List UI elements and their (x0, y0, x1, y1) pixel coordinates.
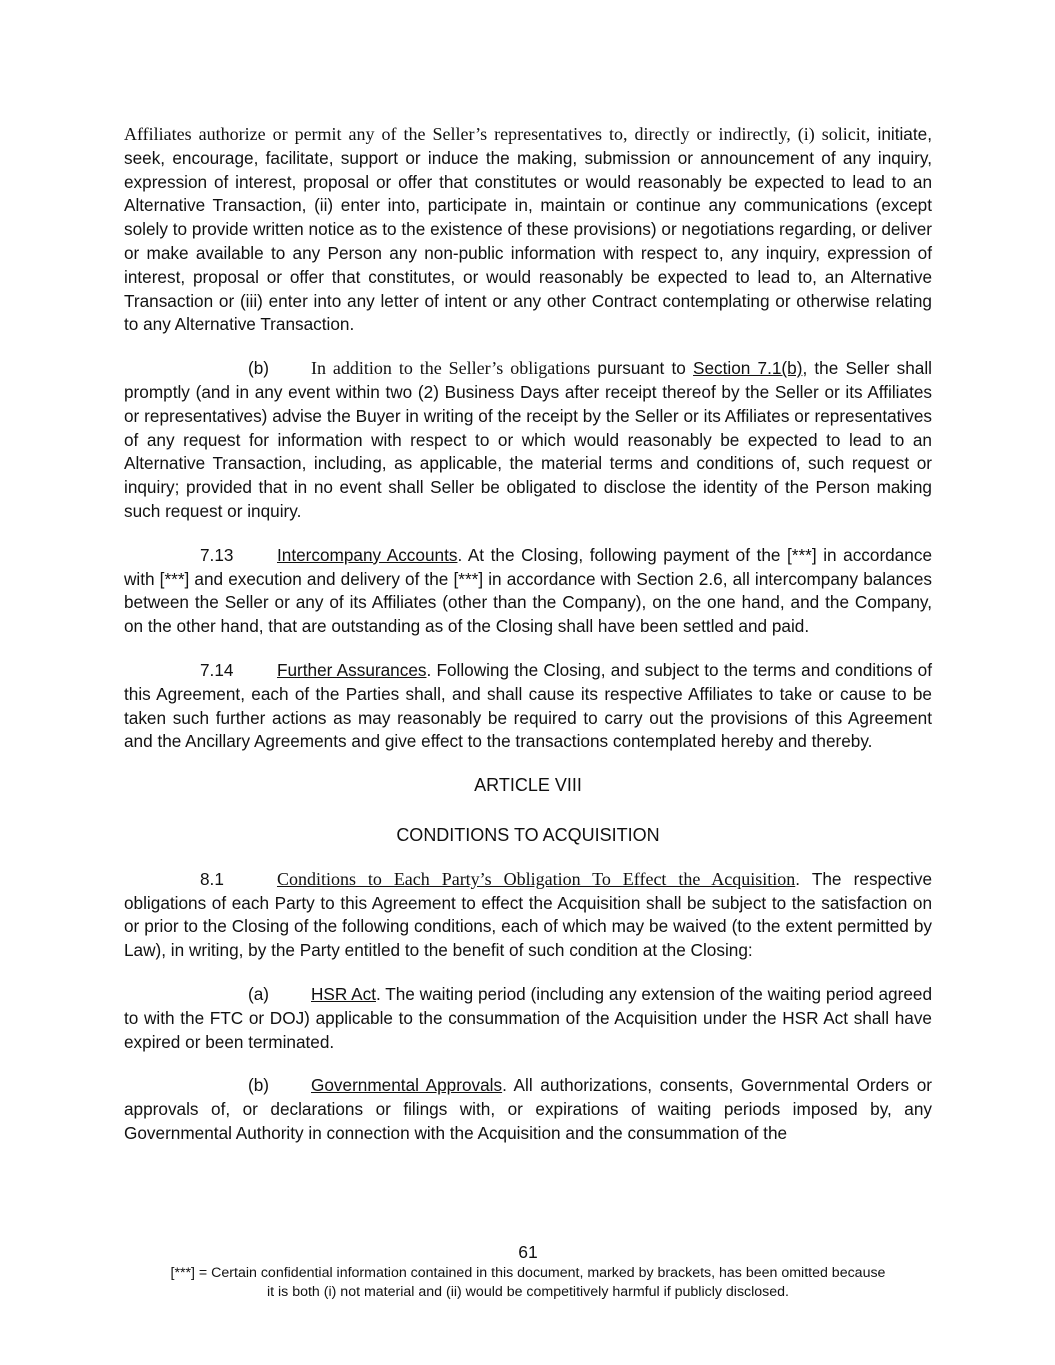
section-text: . The respective obligations of each Party to this Agreement to effect the Acquisition shall be subject to the satisfaction on or prior to the Closing of the following conditions, each of which may be waived (to the extent permitted by Law), in writing, by the Party entitled to the benefit of such condition at the Closing: (124, 868, 932, 961)
paragraph-7-12-b (124, 357, 932, 524)
section-title: Intercompany Accounts (277, 544, 458, 565)
clause-text: . The waiting period (including any extension of the waiting period agreed to with the FTC or DOJ) applicable to the consummation of the Acquisition under the HSR Act shall have expired or been terminated. (124, 983, 933, 1052)
clause-title: HSR Act (311, 983, 376, 1004)
paragraph-text: initiate, seek, encourage, facilitate, support or induce the making, submission or announcement of any inquiry, expression of interest, proposal or offer that constitutes or would reasonably be expected to lead to an Alternative Transaction, (ii) enter into, participate in, maintain or continue any communications (except solely to provide written notice as to the existence of these provisions) or negotiations regarding, or deliver or make available to any Person any non-public information with respect to, any inquiry, expression of interest, proposal or offer that constitutes, or would reasonably be expected to lead to, an Alternative Transaction or (iii) enter into any letter of intent or any other Contract contemplating or otherwise relating to any Alternative Transaction. (124, 124, 932, 335)
clause-title: Governmental Approvals (311, 1075, 503, 1096)
document-body (124, 123, 932, 1146)
page-number: 61 (518, 1242, 538, 1262)
section-title: Conditions to Each Party’s Obligation To Effect the Acquisition (277, 868, 796, 889)
section-text: . At the Closing, following payment of the [***] in accordance with [***] and execution and delivery of the [***] in accordance with Section 2.6, all intercompany balances between the Seller or any of its Affiliates (other than the Company), on the one hand, and the Company, on the other hand, that are outstanding as of the Closing shall have been settled and paid. (124, 544, 933, 637)
article-title: CONDITIONS TO ACQUISITION (396, 824, 660, 845)
paragraph-text-a: pursuant to (590, 358, 694, 379)
clause-label: (a) (248, 983, 270, 1004)
page-footer (124, 1240, 932, 1301)
section-text: . Following the Closing, and subject to the terms and conditions of this Agreement, each of the Parties shall, and shall cause its respective Affiliates to take or cause to be taken such further actions as may reasonably be required to carry out the provisions of this Agreement and the Ancillary Agreements and give effect to the transactions contemplated hereby and thereby. (124, 659, 932, 752)
section-title: Further Assurances (277, 659, 427, 680)
paragraph-text-b: , the Seller shall promptly (and in any event within two (2) Business Days after receipt thereof by the Seller or its Affiliates or representatives) advise the Buyer in writing of the receipt by the Seller or its Affiliates or representatives of any request for information with respect to or which would reasonably be expected to lead to an Alternative Transaction, including, as applicable, the material terms and conditions of, such request or inquiry; provided that in no event shall Seller be obligated to disclose the identity of the Person making such request or inquiry. (124, 358, 932, 521)
section-8-1 (124, 868, 932, 963)
redaction-note-line-1: [***] = Certain confidential information contained in this document, marked by brackets, has been omitted because (170, 1265, 886, 1281)
section-number: 7.14 (200, 659, 234, 680)
section-8-1-b (124, 1074, 932, 1145)
section-number: 8.1 (200, 868, 224, 889)
paragraph-continuation (124, 123, 932, 337)
section-number: 7.13 (200, 544, 234, 565)
section-7-14 (124, 659, 932, 754)
serif-text: In addition to the Seller’s obligations (311, 358, 591, 379)
clause-text: . All authorizations, consents, Governmental Orders or approvals of, or declarations or filings with, or expirations of waiting periods imposed by, any Governmental Authority in connection with the Acquisition and the consummation of the (124, 1075, 932, 1143)
serif-lead-text: Affiliates authorize or permit any of the Seller’s representatives to, directly or indirectly, (i) solicit, (124, 124, 871, 144)
section-7-13 (124, 544, 932, 639)
redaction-note-line-2: it is both (i) not material and (ii) would be competitively harmful if publicly disclosed. (266, 1283, 789, 1300)
section-8-1-a (124, 983, 932, 1054)
section-reference: Section 7.1(b) (693, 358, 803, 379)
clause-label: (b) (248, 358, 270, 379)
clause-label: (b) (248, 1075, 270, 1096)
article-heading: ARTICLE VIII (474, 775, 582, 796)
